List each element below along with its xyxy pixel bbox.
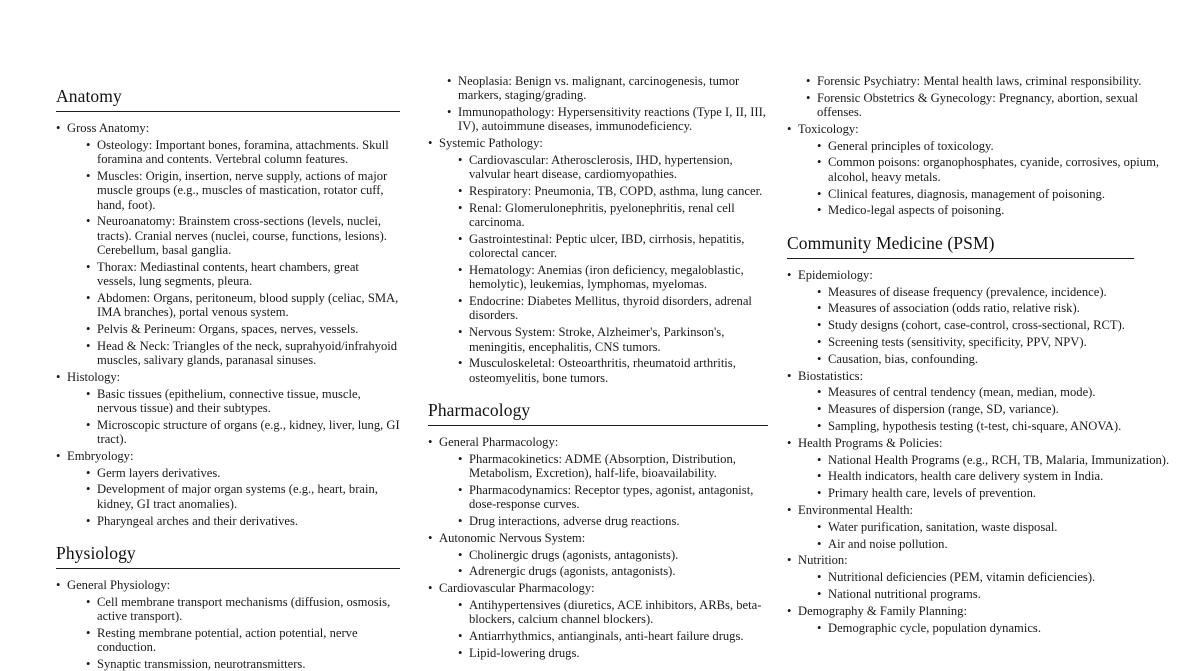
bullet-icon: •	[458, 356, 463, 371]
subtopic-item-label: Medico-legal aspects of poisoning.	[828, 203, 1005, 218]
topic-item	[56, 578, 400, 671]
subtopic-item	[86, 418, 400, 447]
topic-item	[428, 435, 767, 528]
subtopic-item	[86, 514, 400, 528]
subtopic-item-label: Pelvis & Perineum: Organs, spaces, nerves, vessels.	[97, 321, 359, 336]
topic-item-label: Autonomic Nervous System:	[439, 530, 586, 545]
subtopic-item	[458, 232, 767, 261]
subtopic-item	[817, 155, 1171, 184]
bullet-icon: •	[817, 536, 822, 551]
topic-item	[787, 369, 1171, 434]
subtopic-item	[86, 138, 400, 167]
topic-item	[787, 503, 1171, 551]
bullet-icon: •	[458, 152, 463, 167]
subtopic-item	[458, 483, 767, 512]
bullet-icon: •	[86, 137, 91, 152]
subtopic-item-label: Cardiovascular: Atherosclerosis, IHD, hypertension, valvular heart disease, cardiomyopathies.	[469, 152, 733, 182]
bullet-icon: •	[787, 121, 792, 136]
subtopic-item	[817, 335, 1171, 349]
subtopic-item	[86, 214, 400, 257]
bullet-icon: •	[458, 294, 463, 309]
column-2	[420, 0, 787, 660]
section	[428, 400, 767, 660]
bullet-icon: •	[86, 465, 91, 480]
bullet-icon: •	[817, 570, 822, 585]
bullet-icon: •	[817, 486, 822, 501]
subtopic-item-label: Adrenergic drugs (agonists, antagonists).	[469, 564, 676, 579]
bullet-icon: •	[787, 603, 792, 618]
bullet-icon: •	[817, 284, 822, 299]
subtopic-list	[67, 138, 400, 367]
subtopic-item-label: Primary health care, levels of prevention.	[828, 486, 1037, 501]
bullet-icon: •	[817, 351, 822, 366]
topic-list	[428, 74, 767, 385]
topic-item-label: Systemic Pathology:	[439, 136, 543, 151]
bullet-icon: •	[817, 519, 822, 534]
subtopic-item-label: Air and noise pollution.	[828, 536, 948, 551]
bullet-icon: •	[806, 74, 811, 88]
subtopic-item-label: Cell membrane transport mechanisms (diffusion, osmosis, active transport).	[97, 594, 391, 624]
subtopic-item	[458, 356, 767, 385]
subtopic-list	[439, 548, 767, 579]
subtopic-list	[439, 598, 767, 660]
subtopic-item-label: Water purification, sanitation, waste disposal.	[828, 519, 1058, 534]
bullet-icon: •	[428, 530, 433, 545]
subtopic-list	[798, 621, 1171, 635]
subtopic-item-label: Health indicators, health care delivery system in India.	[828, 469, 1104, 484]
subtopic-item	[86, 339, 400, 368]
subtopic-list	[439, 452, 767, 528]
subtopic-item-label: Microscopic structure of organs (e.g., kidney, liver, lung, GI tract).	[97, 417, 400, 447]
subtopic-item	[817, 385, 1171, 399]
section-heading-rule	[787, 258, 1134, 259]
section-heading: Pharmacology	[428, 399, 531, 420]
subtopic-item-label: Basic tissues (epithelium, connective tissue, muscle, nervous tissue) and their subtypes.	[97, 386, 361, 415]
topic-item-label: General Pharmacology:	[439, 435, 559, 450]
bullet-icon: •	[806, 90, 811, 105]
bullet-icon: •	[458, 325, 463, 340]
subtopic-item-label: Screening tests (sensitivity, specificity, PPV, NPV).	[828, 334, 1087, 349]
subtopic-item	[817, 402, 1171, 416]
subtopic-item-label: Thorax: Mediastinal contents, heart chambers, great vessels, lung segments, pleura.	[97, 259, 359, 289]
section	[56, 543, 400, 671]
subtopic-item-label: Abdomen: Organs, peritoneum, blood supply (celiac, SMA, IMA branches), portal venous system.	[97, 290, 399, 320]
subtopic-item	[817, 301, 1171, 315]
bullet-icon: •	[86, 513, 91, 528]
subtopic-item	[447, 105, 767, 134]
subtopic-item	[817, 621, 1171, 635]
bullet-icon: •	[447, 105, 452, 120]
bullet-icon: •	[458, 598, 463, 613]
subtopic-item-label: Endocrine: Diabetes Mellitus, thyroid disorders, adrenal disorders.	[469, 294, 752, 323]
section	[428, 74, 767, 385]
subtopic-item	[458, 629, 767, 643]
subtopic-item-label: Resting membrane potential, action potential, nerve conduction.	[97, 625, 358, 655]
subtopic-item	[817, 419, 1171, 433]
subtopic-item	[86, 466, 400, 480]
topic-item	[428, 531, 767, 579]
bullet-icon: •	[817, 469, 822, 484]
bullet-icon: •	[458, 645, 463, 660]
bullet-icon: •	[458, 547, 463, 562]
bullet-icon: •	[817, 385, 822, 400]
subtopic-item-label: Neuroanatomy: Brainstem cross-sections (levels, nuclei, tracts). Cranial nerves (nuclei, course, functions, lesions). Cerebellum, basal ganglia.	[97, 214, 387, 257]
subtopic-item	[458, 184, 767, 198]
topic-item	[787, 604, 1171, 635]
subtopic-item-label: Renal: Glomerulonephritis, pyelonephritis, renal cell carcinoma.	[469, 200, 735, 230]
subtopic-item-label: Development of major organ systems (e.g., heart, brain, kidney, GI tract anomalies).	[97, 482, 378, 511]
bullet-icon: •	[458, 200, 463, 215]
subtopic-item-label: Antihypertensives (diuretics, ACE inhibitors, ARBs, beta-blockers, calcium channel blockers).	[469, 598, 762, 627]
section-heading: Anatomy	[56, 86, 122, 106]
subtopic-item-label: Measures of disease frequency (prevalence, incidence).	[828, 284, 1107, 299]
bullet-icon: •	[86, 625, 91, 640]
bullet-icon: •	[428, 581, 433, 596]
subtopic-item	[86, 482, 400, 511]
bullet-icon: •	[458, 564, 463, 579]
bullet-icon: •	[787, 553, 792, 568]
bullet-icon: •	[56, 121, 61, 136]
bullet-icon: •	[56, 577, 61, 592]
section-heading-rule	[56, 568, 400, 569]
subtopic-item	[458, 201, 767, 230]
topic-item	[787, 436, 1171, 501]
subtopic-item-label: Immunopathology: Hypersensitivity reactions (Type I, II, III, IV), autoimmune diseases, immunodeficiency.	[458, 105, 766, 134]
subtopic-item	[86, 626, 400, 655]
subtopic-item-label: Drug interactions, adverse drug reactions.	[469, 514, 680, 529]
subtopic-item	[817, 587, 1171, 601]
bullet-icon: •	[86, 386, 91, 401]
subtopic-list	[798, 385, 1171, 433]
topic-item-label: Epidemiology:	[798, 267, 873, 282]
column-3	[787, 0, 1191, 635]
bullet-icon: •	[447, 74, 452, 88]
subtopic-item	[817, 453, 1171, 467]
topic-list	[56, 578, 400, 671]
subtopic-item	[817, 520, 1171, 534]
subtopic-item	[86, 595, 400, 624]
subtopic-item-label: Pharyngeal arches and their derivatives.	[97, 513, 299, 528]
bullet-icon: •	[86, 594, 91, 609]
topic-item-label: Biostatistics:	[798, 368, 864, 383]
subtopic-item	[86, 260, 400, 289]
subtopic-item	[458, 263, 767, 292]
bullet-icon: •	[787, 368, 792, 383]
subtopic-list	[798, 139, 1171, 218]
subtopic-item-label: Hematology: Anemias (iron deficiency, megaloblastic, hemolytic), leukemias, lymphomas, myelomas.	[469, 263, 744, 292]
subtopic-item-label: Clinical features, diagnosis, management of poisoning.	[828, 186, 1106, 201]
topic-item-label: Nutrition:	[798, 553, 848, 568]
topic-item	[787, 268, 1171, 366]
section	[787, 74, 1171, 218]
subtopic-item-label: Nervous System: Stroke, Alzheimer's, Parkinson's, meningitis, encephalitis, CNS tumors.	[469, 325, 725, 354]
topic-item	[56, 449, 400, 528]
section	[56, 86, 400, 528]
subtopic-item-label: Cholinergic drugs (agonists, antagonists).	[469, 547, 679, 562]
bullet-icon: •	[86, 482, 91, 497]
bullet-icon: •	[787, 267, 792, 282]
section	[787, 233, 1171, 635]
subtopic-item	[458, 514, 767, 528]
subtopic-list	[798, 285, 1171, 366]
subtopic-item-label: Common poisons: organophosphates, cyanide, corrosives, opium, alcohol, heavy metals.	[828, 155, 1160, 184]
subtopic-item	[458, 153, 767, 182]
bullet-icon: •	[817, 620, 822, 635]
subtopic-item	[86, 657, 400, 671]
bullet-icon: •	[787, 502, 792, 517]
section-heading: Physiology	[56, 542, 136, 563]
subtopic-item-label: Head & Neck: Triangles of the neck, suprahyoid/infrahyoid muscles, salivary glands, paranasal sinuses.	[97, 338, 398, 368]
topic-item-label: Demography & Family Planning:	[798, 603, 967, 618]
bullet-icon: •	[817, 334, 822, 349]
bullet-icon: •	[86, 290, 91, 305]
topic-list	[56, 121, 400, 528]
topic-item-label: Embryology:	[67, 448, 134, 463]
subtopic-item	[806, 74, 1171, 88]
subtopic-item-label: Gastrointestinal: Peptic ulcer, IBD, cirrhosis, hepatitis, colorectal cancer.	[469, 231, 745, 261]
topic-item	[787, 122, 1171, 218]
column-3-inner	[787, 0, 1171, 635]
topic-item	[428, 136, 767, 385]
subtopic-item-label: Musculoskeletal: Osteoarthritis, rheumatoid arthritis, osteomyelitis, bone tumors.	[469, 356, 736, 385]
subtopic-item-label: Muscles: Origin, insertion, nerve supply, actions of major muscle groups (e.g., muscles of mastication, rotator cuff, hand, foot).	[97, 169, 388, 212]
topic-list	[787, 74, 1171, 218]
bullet-icon: •	[817, 301, 822, 316]
subtopic-item-label: Forensic Psychiatry: Mental health laws, criminal responsibility.	[817, 74, 1142, 88]
bullet-icon: •	[56, 448, 61, 463]
subtopic-item	[817, 203, 1171, 217]
subtopic-list-continued	[787, 74, 1171, 119]
bullet-icon: •	[458, 451, 463, 466]
bullet-icon: •	[458, 482, 463, 497]
bullet-icon: •	[428, 136, 433, 151]
subtopic-list-continued	[428, 74, 767, 134]
bullet-icon: •	[787, 435, 792, 450]
bullet-icon: •	[817, 586, 822, 601]
subtopic-item	[86, 322, 400, 336]
bullet-icon: •	[458, 514, 463, 529]
subtopic-item	[458, 564, 767, 578]
bullet-icon: •	[458, 184, 463, 199]
bullet-icon: •	[817, 318, 822, 333]
topic-item-label: Environmental Health:	[798, 502, 914, 517]
subtopic-item-label: Demographic cycle, population dynamics.	[828, 620, 1041, 635]
topic-item-label: Toxicology:	[798, 121, 859, 136]
subtopic-item	[806, 91, 1171, 120]
section-heading-rule	[428, 425, 768, 426]
subtopic-item	[817, 187, 1171, 201]
topic-item-label: Cardiovascular Pharmacology:	[439, 581, 595, 596]
section-heading-rule	[56, 111, 400, 112]
topic-list	[787, 268, 1171, 635]
bullet-icon: •	[458, 629, 463, 644]
bullet-icon: •	[817, 203, 822, 218]
topic-list	[428, 435, 767, 660]
subtopic-item-label: Lipid-lowering drugs.	[469, 645, 580, 660]
subtopic-item-label: Osteology: Important bones, foramina, attachments. Skull foramina and contents. Vertebral column features.	[97, 137, 389, 167]
bullet-icon: •	[428, 435, 433, 450]
subtopic-item-label: Sampling, hypothesis testing (t-test, chi-square, ANOVA).	[828, 418, 1122, 433]
subtopic-item	[458, 452, 767, 481]
subtopic-item	[86, 387, 400, 416]
subtopic-item-label: Respiratory: Pneumonia, TB, COPD, asthma, lung cancer.	[469, 184, 763, 199]
subtopic-item	[817, 352, 1171, 366]
subtopic-list	[67, 466, 400, 528]
subtopic-item	[817, 318, 1171, 332]
subtopic-item	[817, 570, 1171, 584]
bullet-icon: •	[86, 214, 91, 229]
subtopic-item-label: Pharmacodynamics: Receptor types, agonist, antagonist, dose-response curves.	[469, 482, 754, 512]
subtopic-item-label: Antiarrhythmics, antianginals, anti-heart failure drugs.	[469, 629, 744, 644]
subtopic-item	[817, 139, 1171, 153]
section-heading: Community Medicine (PSM)	[787, 232, 995, 253]
subtopic-item	[86, 291, 400, 320]
subtopic-item	[447, 74, 767, 103]
bullet-icon: •	[817, 155, 822, 170]
subtopic-item-label: National Health Programs (e.g., RCH, TB, Malaria, Immunization).	[828, 452, 1170, 467]
subtopic-item	[817, 469, 1171, 483]
subtopic-item-label: Causation, bias, confounding.	[828, 351, 979, 366]
column-1-inner	[56, 0, 400, 671]
subtopic-item-label: Study designs (cohort, case-control, cross-sectional, RCT).	[828, 318, 1125, 333]
bullet-icon: •	[817, 452, 822, 467]
subtopic-item-label: Pharmacokinetics: ADME (Absorption, Distribution, Metabolism, Excretion), half-life, bioavailability.	[469, 451, 736, 481]
subtopic-item	[817, 537, 1171, 551]
bullet-icon: •	[86, 656, 91, 671]
subtopic-item-label: Forensic Obstetrics & Gynecology: Pregnancy, abortion, sexual offenses.	[817, 90, 1138, 120]
bullet-icon: •	[458, 231, 463, 246]
bullet-icon: •	[86, 338, 91, 353]
bullet-icon: •	[817, 418, 822, 433]
subtopic-item-label: Germ layers derivatives.	[97, 465, 221, 480]
subtopic-item-label: Neoplasia: Benign vs. malignant, carcinogenesis, tumor markers, staging/grading.	[458, 74, 740, 103]
subtopic-list	[439, 153, 767, 385]
bullet-icon: •	[817, 138, 822, 153]
topic-item	[787, 553, 1171, 601]
bullet-icon: •	[458, 263, 463, 278]
topic-item	[56, 370, 400, 446]
bullet-icon: •	[86, 321, 91, 336]
subtopic-item-label: Synaptic transmission, neurotransmitters.	[97, 656, 306, 671]
subtopic-item	[817, 285, 1171, 299]
subtopic-list	[798, 453, 1171, 501]
subtopic-item	[86, 169, 400, 212]
bullet-icon: •	[86, 259, 91, 274]
subtopic-item-label: National nutritional programs.	[828, 586, 981, 601]
subtopic-list	[67, 387, 400, 447]
subtopic-item	[458, 598, 767, 627]
bullet-icon: •	[817, 186, 822, 201]
subtopic-list	[798, 570, 1171, 601]
subtopic-item-label: Nutritional deficiencies (PEM, vitamin deficiencies).	[828, 570, 1096, 585]
subtopic-item-label: Measures of dispersion (range, SD, variance).	[828, 402, 1059, 417]
subtopic-list	[67, 595, 400, 671]
topic-item	[428, 581, 767, 660]
subtopic-item-label: Measures of association (odds ratio, relative risk).	[828, 301, 1080, 316]
subtopic-item	[817, 486, 1171, 500]
subtopic-list	[798, 520, 1171, 551]
column-2-inner	[428, 0, 767, 660]
column-1	[0, 0, 420, 671]
bullet-icon: •	[817, 402, 822, 417]
bullet-icon: •	[86, 169, 91, 184]
topic-item-label: General Physiology:	[67, 577, 171, 592]
subtopic-item	[458, 548, 767, 562]
topic-item-label: Gross Anatomy:	[67, 121, 150, 136]
topic-item-label: Histology:	[67, 369, 121, 384]
bullet-icon: •	[86, 417, 91, 432]
subtopic-item	[458, 646, 767, 660]
subtopic-item-label: General principles of toxicology.	[828, 138, 994, 153]
bullet-icon: •	[56, 369, 61, 384]
topic-item	[56, 121, 400, 367]
subtopic-item-label: Measures of central tendency (mean, median, mode).	[828, 385, 1096, 400]
topic-item-label: Health Programs & Policies:	[798, 435, 943, 450]
subtopic-item	[458, 325, 767, 354]
subtopic-item	[458, 294, 767, 323]
